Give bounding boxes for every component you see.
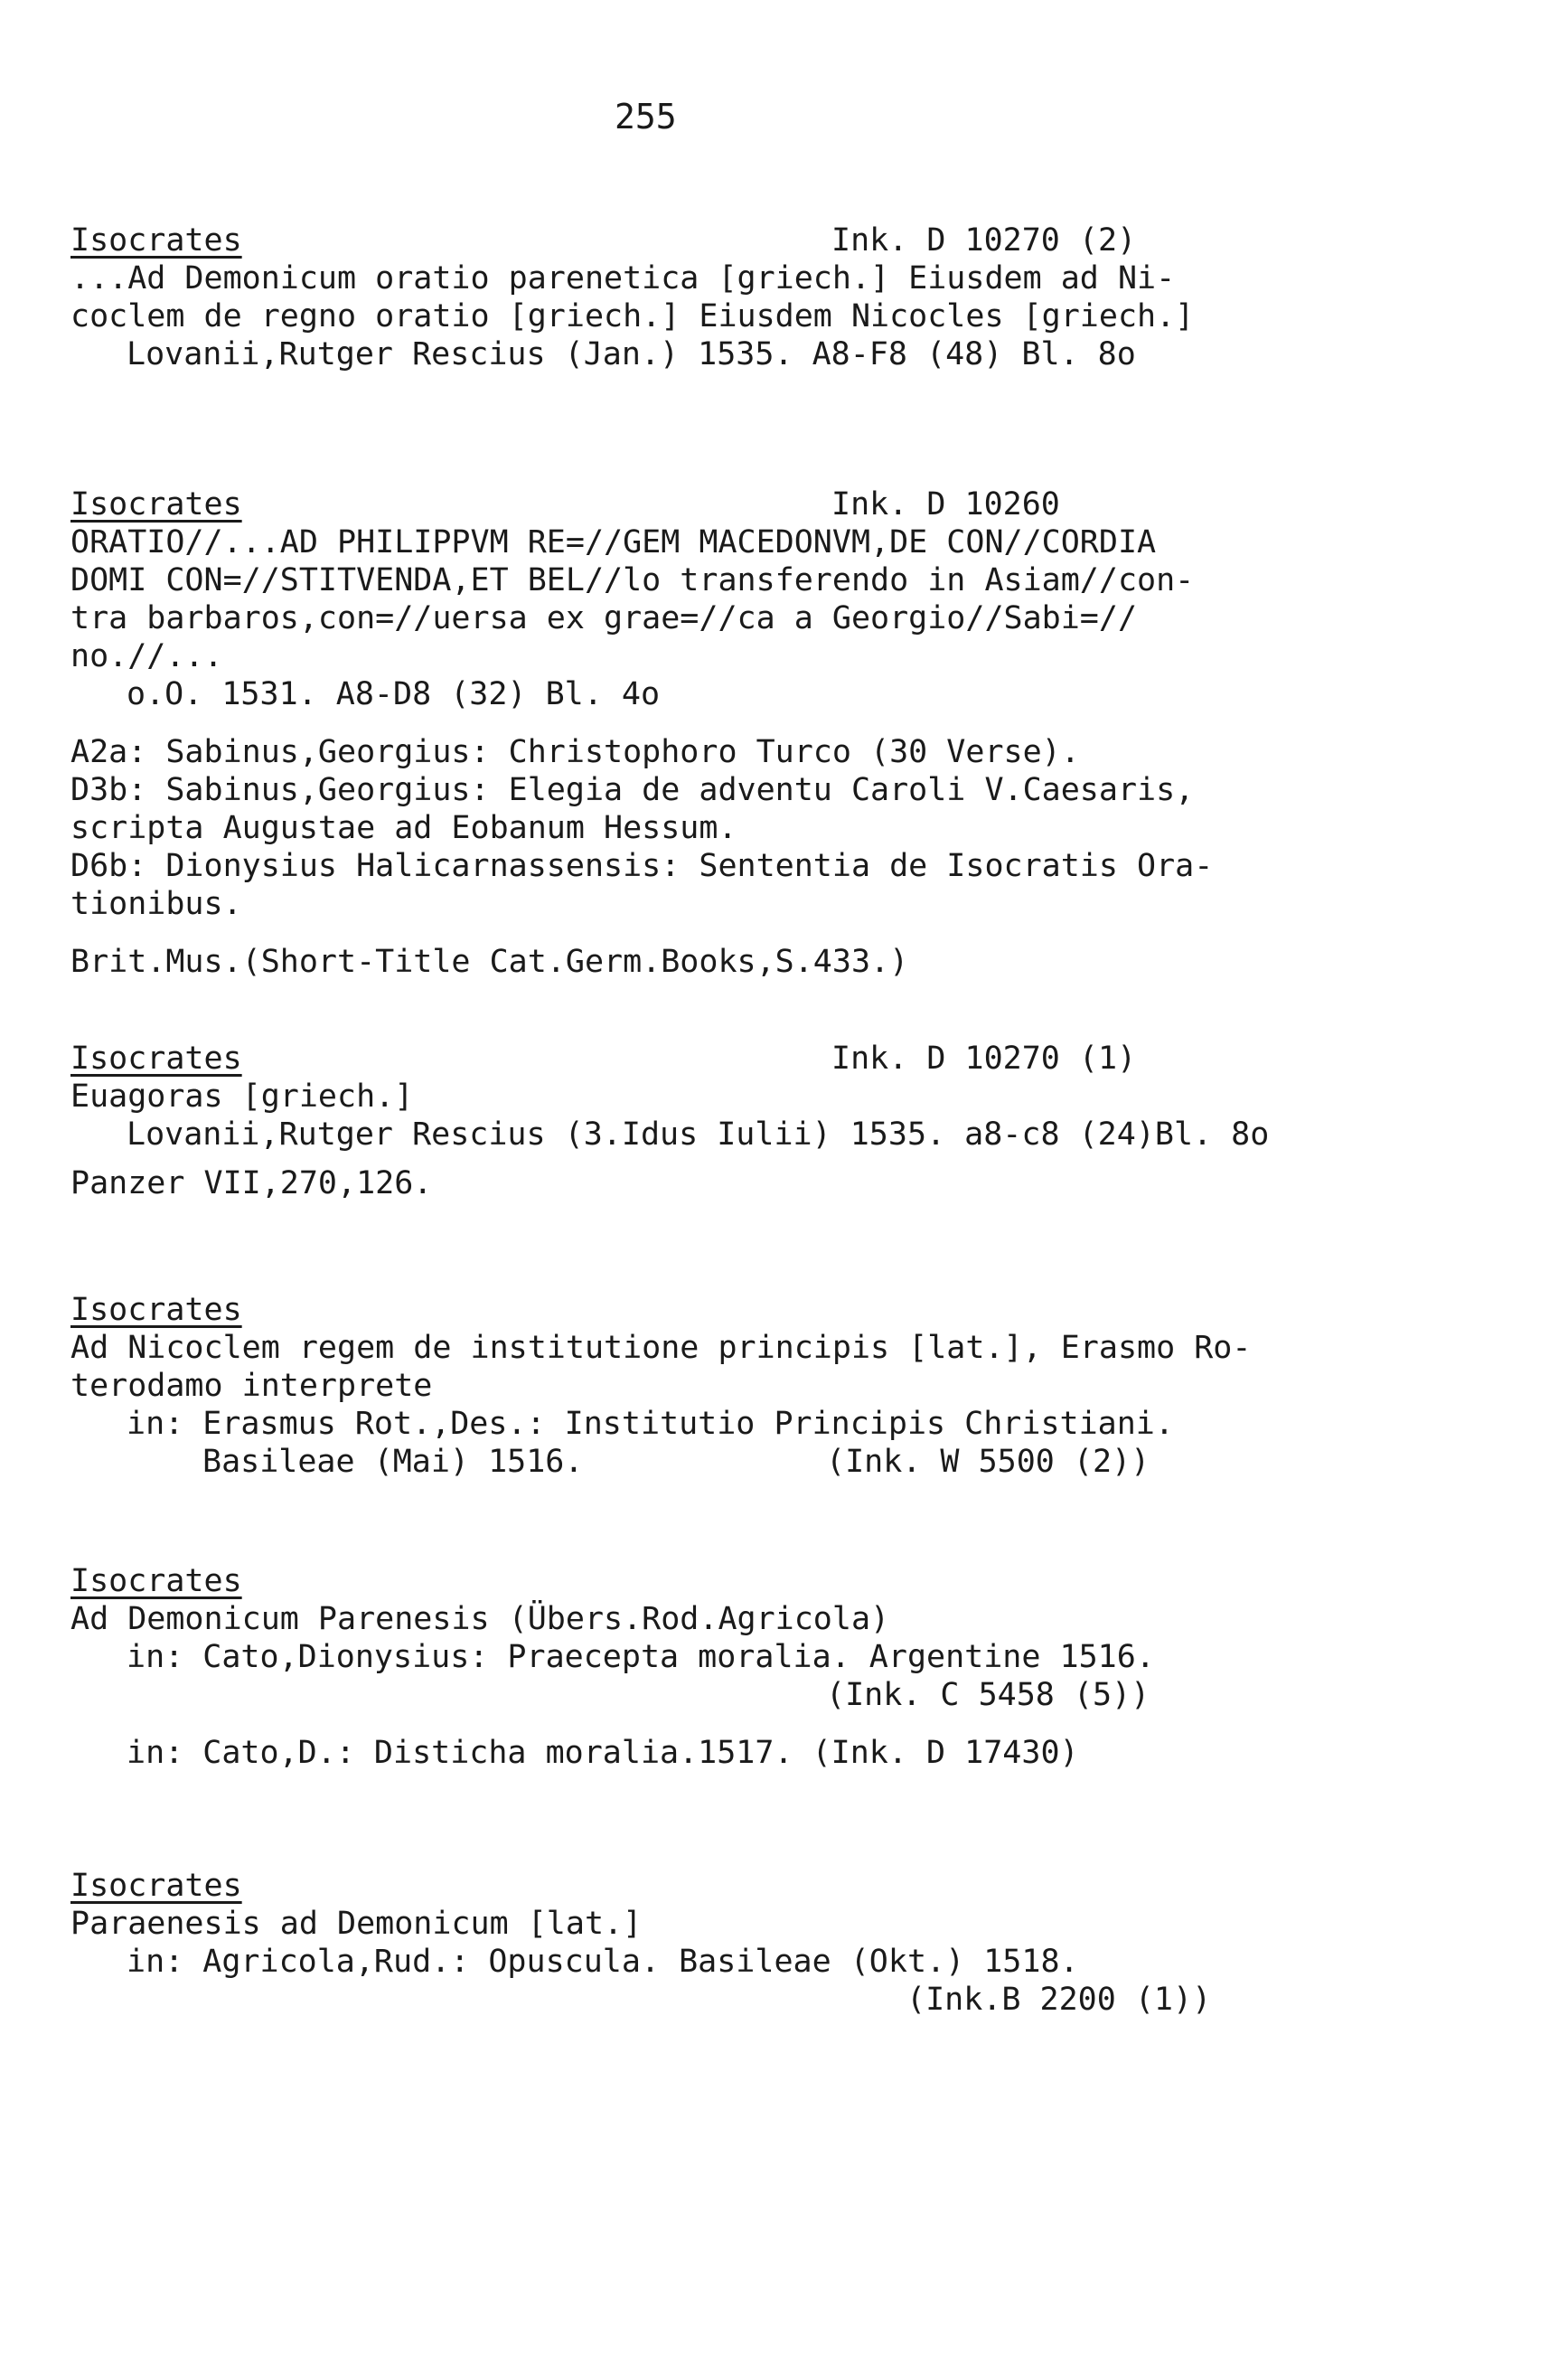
entry-note-line: D6b: Dionysius Halicarnassensis: Sententia de Isocratis Ora- bbox=[70, 848, 1214, 884]
entry-reference-line: Panzer VII,270,126. bbox=[70, 1165, 433, 1201]
entry-shelfmark: Ink. D 10270 (2) bbox=[831, 222, 1137, 259]
entry-reference-line: Brit.Mus.(Short-Title Cat.Germ.Books,S.433.) bbox=[70, 944, 909, 980]
entry-title-line: DOMI CON=//STITVENDA,ET BEL//lo transferendo in Asiam//con- bbox=[70, 562, 1195, 598]
entry-author: Isocrates bbox=[70, 1292, 242, 1328]
entry-imprint-line: o.O. 1531. A8-D8 (32) Bl. 4o bbox=[127, 676, 661, 712]
catalog-entry bbox=[70, 1867, 1245, 2019]
entry-title-line: Euagoras [griech.] bbox=[70, 1078, 414, 1115]
entry-source-line: Basileae (Mai) 1516. bbox=[202, 1444, 584, 1480]
page-number: 255 bbox=[615, 97, 677, 137]
catalog-entry bbox=[70, 1291, 1252, 1481]
entry-author: Isocrates bbox=[70, 1041, 242, 1077]
entry-shelfmark: Ink. D 10270 (1) bbox=[831, 1041, 1137, 1077]
entry-source-line: in: Erasmus Rot.,Des.: Institutio Principis Christiani. bbox=[127, 1406, 1174, 1442]
entry-shelfmark: (Ink.B 2200 (1)) bbox=[906, 1982, 1212, 2018]
catalog-entry bbox=[70, 1040, 1270, 1202]
entry-title-line: terodamo interprete bbox=[70, 1368, 433, 1404]
entry-note-line: tionibus. bbox=[70, 886, 242, 922]
entry-source-line: in: Agricola,Rud.: Opuscula. Basileae (Okt.) 1518. bbox=[127, 1944, 1079, 1980]
catalog-entry bbox=[70, 221, 1245, 373]
entry-title-line: coclem de regno oratio [griech.] Eiusdem Nicocles [griech.] bbox=[70, 298, 1195, 334]
catalog-entry bbox=[70, 1562, 1245, 1772]
entry-imprint-line: Lovanii,Rutger Rescius (3.Idus Iulii) 1535. a8-c8 (24)Bl. 8o bbox=[127, 1116, 1270, 1153]
entry-imprint-line: Lovanii,Rutger Rescius (Jan.) 1535. A8-F8 (48) Bl. 8o bbox=[127, 336, 1136, 372]
entry-shelfmark: Ink. D 10260 bbox=[831, 486, 1060, 523]
entry-source-line: in: Cato,D.: Disticha moralia.1517. (Ink. D 17430) bbox=[127, 1735, 1079, 1771]
entry-title-line: ORATIO//...AD PHILIPPVM RE=//GEM MACEDONVM,DE CON//CORDIA bbox=[70, 524, 1157, 560]
entry-title-line: Ad Demonicum Parenesis (Übers.Rod.Agricola) bbox=[70, 1601, 890, 1637]
entry-title-line: ...Ad Demonicum oratio parenetica [griech.] Eiusdem ad Ni- bbox=[70, 260, 1176, 297]
entry-author: Isocrates bbox=[70, 486, 242, 523]
entry-title-line: no.//... bbox=[70, 638, 223, 674]
entry-title-line: Paraenesis ad Demonicum [lat.] bbox=[70, 1906, 643, 1942]
entry-source-line: in: Cato,Dionysius: Praecepta moralia. Argentine 1516. bbox=[127, 1639, 1155, 1675]
entry-note-line: A2a: Sabinus,Georgius: Christophoro Turco (30 Verse). bbox=[70, 734, 1080, 770]
entry-title-line: tra barbaros,con=//uersa ex grae=//ca a Georgio//Sabi=// bbox=[70, 600, 1138, 636]
entry-author: Isocrates bbox=[70, 1563, 242, 1599]
entry-shelfmark: (Ink. C 5458 (5)) bbox=[826, 1677, 1150, 1713]
entry-title-line: Ad Nicoclem regem de institutione principis [lat.], Erasmo Ro- bbox=[70, 1330, 1252, 1366]
entry-author: Isocrates bbox=[70, 1868, 242, 1904]
catalog-entry bbox=[70, 485, 1245, 981]
entry-author: Isocrates bbox=[70, 222, 242, 259]
entry-shelfmark: (Ink. W 5500 (2)) bbox=[826, 1444, 1150, 1480]
entry-note-line: D3b: Sabinus,Georgius: Elegia de adventu Caroli V.Caesaris, bbox=[70, 772, 1195, 808]
entry-note-line: scripta Augustae ad Eobanum Hessum. bbox=[70, 810, 737, 846]
